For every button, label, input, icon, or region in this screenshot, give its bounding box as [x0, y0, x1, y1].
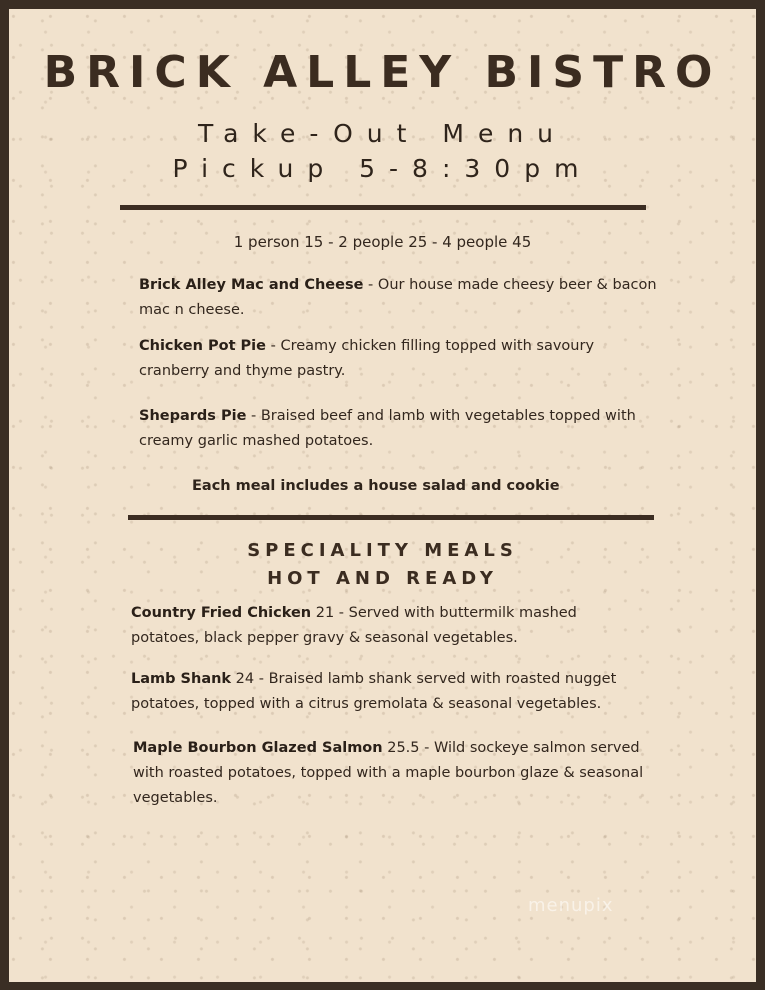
menu-item: [139, 273, 669, 323]
specialty-item: [133, 736, 658, 811]
pickup-hours: Pickup 5-8:30pm: [172, 154, 593, 183]
meal-note: Each meal includes a house salad and cookie: [192, 478, 560, 494]
restaurant-name: BRICK ALLEY BISTRO: [43, 47, 722, 98]
item-price: 24: [231, 671, 255, 687]
item-description: - Wild sockeye salmon served with roasted potatoes, topped with a maple bourbon glaze & seasonal vegetables.: [133, 740, 644, 806]
specialty-item: [131, 601, 631, 651]
item-name: Brick Alley Mac and Cheese: [139, 277, 364, 293]
item-name: Maple Bourbon Glazed Salmon: [133, 740, 383, 756]
menu-subtitle: Take-Out Menu: [197, 119, 568, 148]
item-description: - Creamy chicken filling topped with savoury cranberry and thyme pastry.: [139, 338, 595, 379]
menu-item: [139, 404, 639, 454]
specialty-item: [131, 667, 651, 717]
specialty-subheading: HOT AND READY: [267, 568, 498, 589]
item-description: - Our house made cheesy beer & bacon mac n cheese.: [139, 277, 657, 318]
divider-middle: [128, 515, 654, 520]
item-name: Country Fried Chicken: [131, 605, 312, 621]
item-price: 25.5: [382, 740, 420, 756]
item-name: Lamb Shank: [131, 671, 232, 687]
menu-item: [139, 334, 639, 384]
watermark: menupix: [528, 895, 614, 916]
item-name: Chicken Pot Pie: [139, 338, 266, 354]
item-description: - Braised beef and lamb with vegetables topped with creamy garlic mashed potatoes.: [139, 408, 636, 449]
item-description: - Served with buttermilk mashed potatoes, black pepper gravy & seasonal vegetables.: [131, 605, 577, 646]
portion-pricing: 1 person 15 - 2 people 25 - 4 people 45: [233, 233, 532, 251]
divider-top: [120, 205, 646, 210]
specialty-heading: SPECIALITY MEALS: [247, 540, 518, 561]
item-name: Shepards Pie: [139, 408, 247, 424]
item-description: - Braised lamb shank served with roasted nugget potatoes, topped with a citrus gremolata & seasonal vegetables.: [131, 671, 617, 712]
item-price: 21: [311, 605, 335, 621]
